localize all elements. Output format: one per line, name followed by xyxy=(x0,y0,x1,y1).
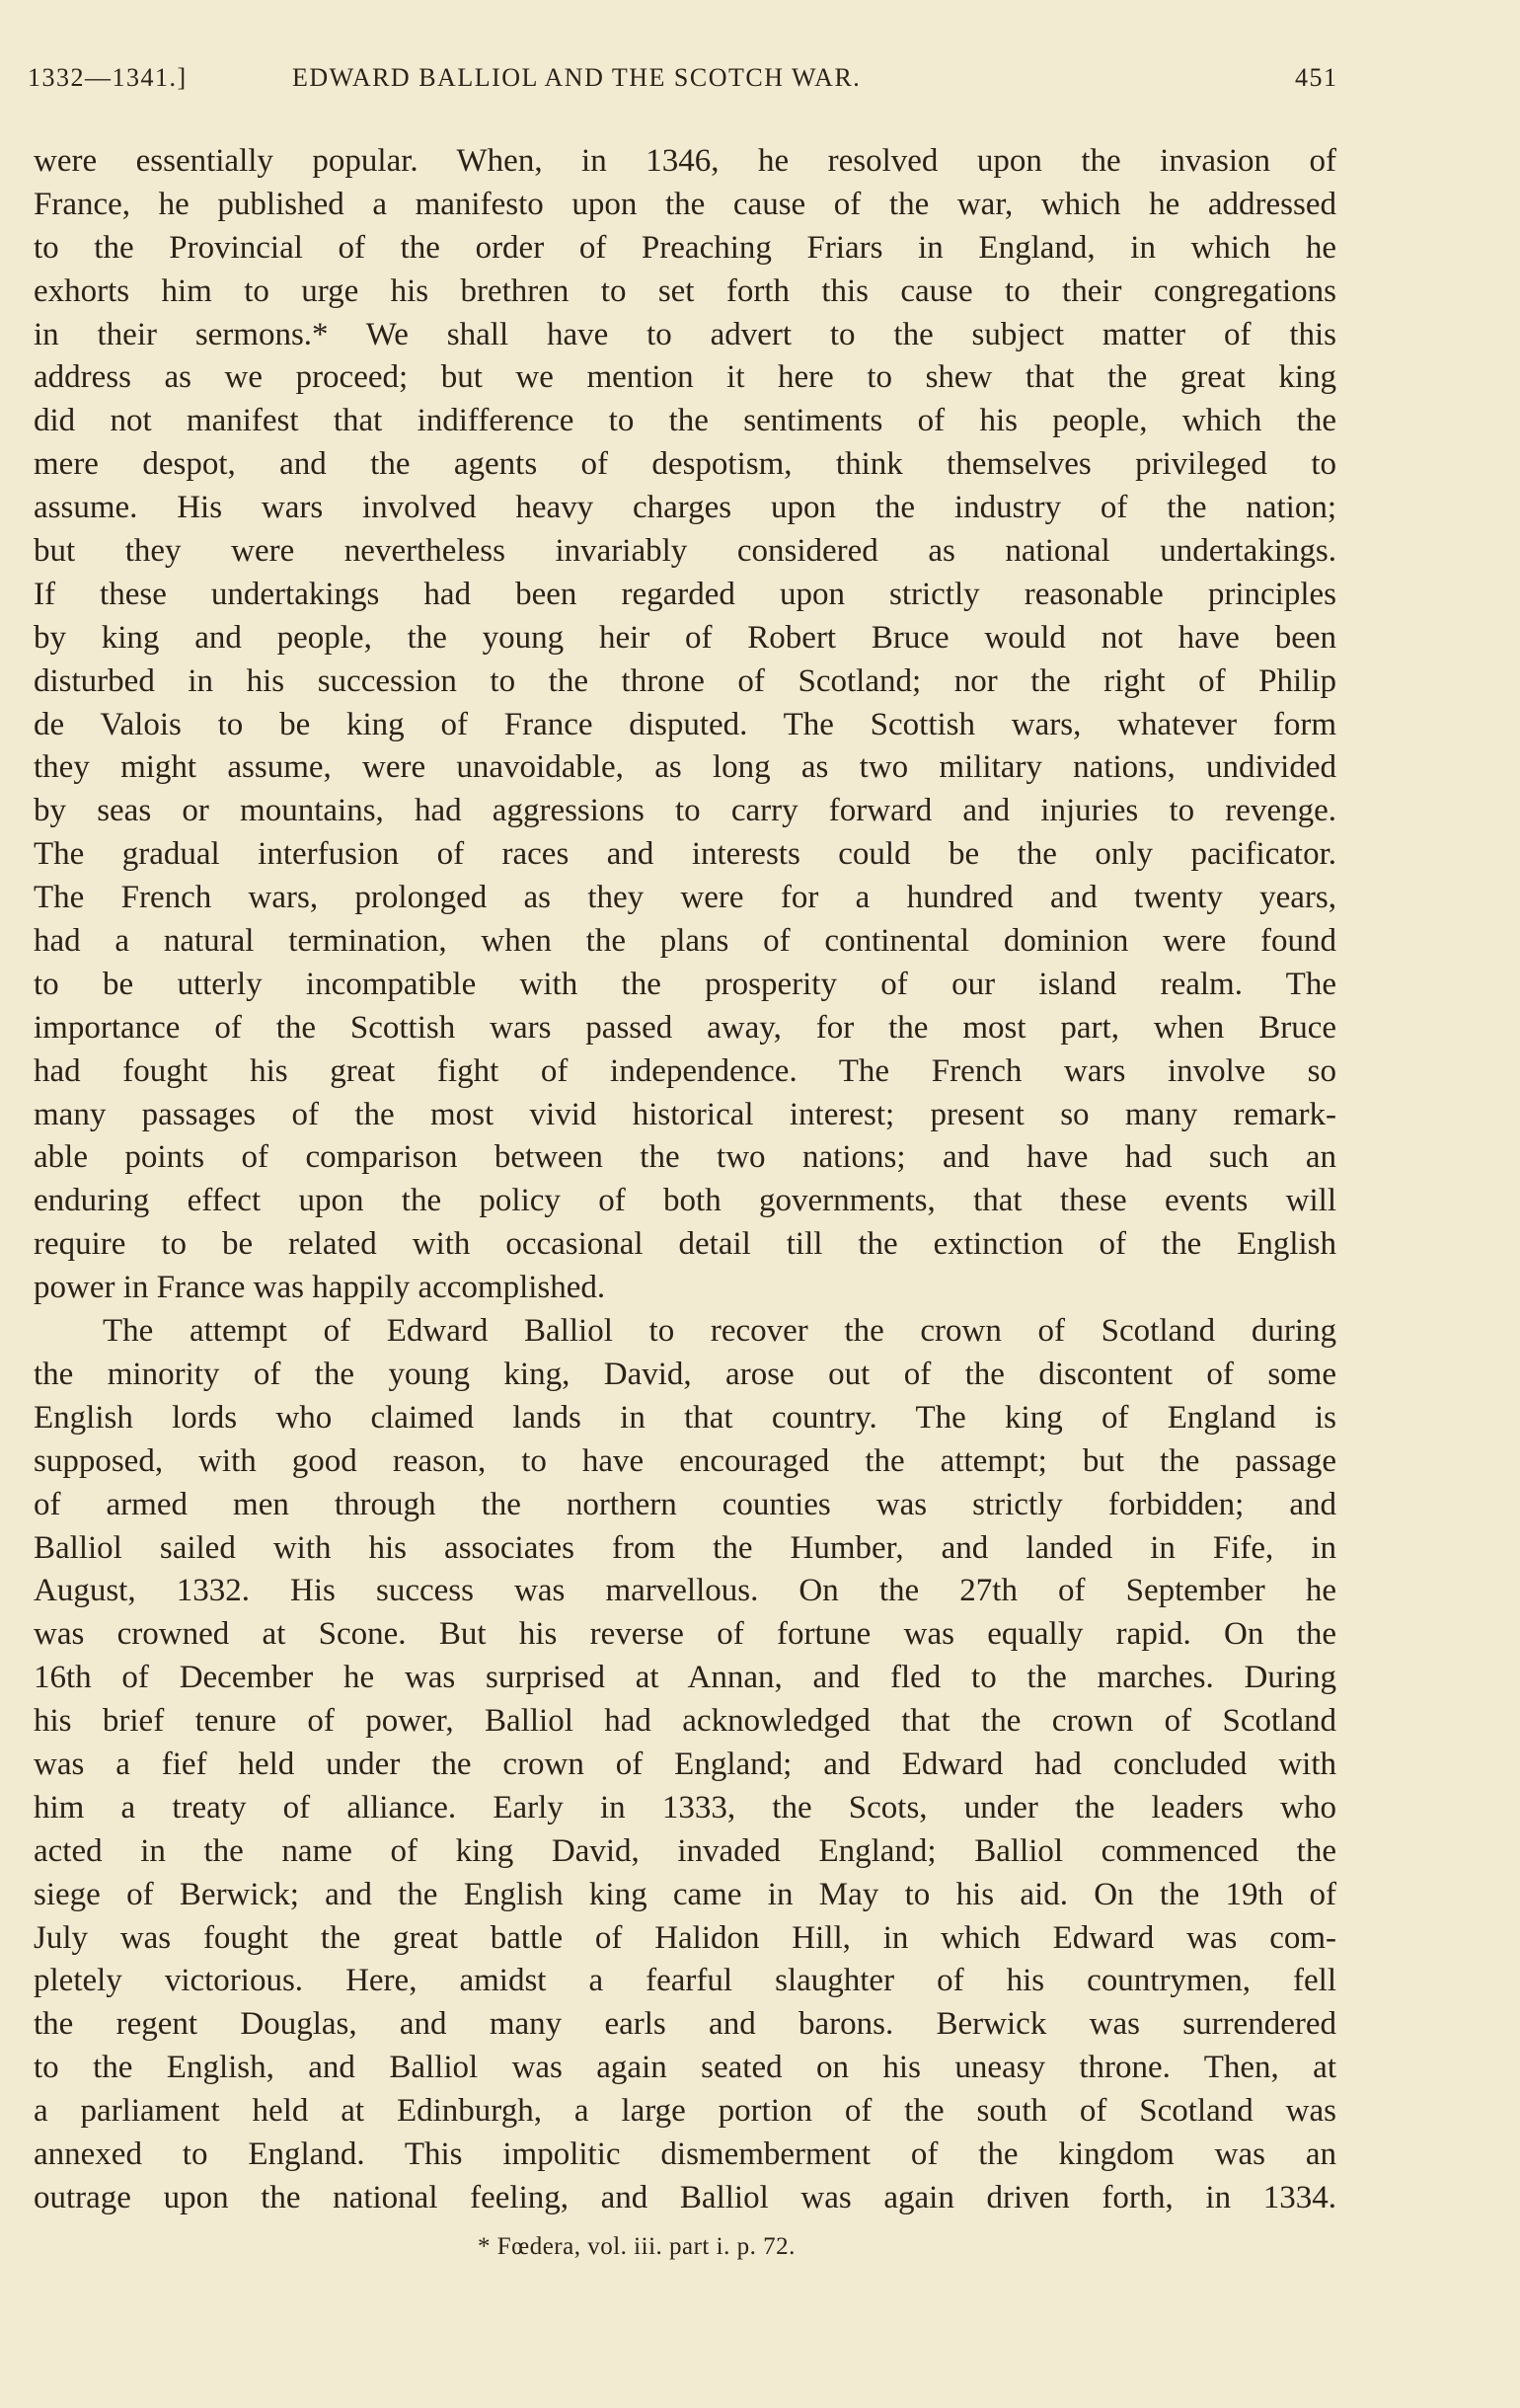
text-line: supposed, with good reason, to have encouraged the attempt; but the passage xyxy=(34,1442,1336,1479)
text-line: the regent Douglas, and many earls and barons. Berwick was surrendered xyxy=(34,2006,1336,2043)
text-line: him a treaty of alliance. Early in 1333, the Scots, under the leaders who xyxy=(34,1789,1336,1825)
text-line: July was fought the great battle of Halidon Hill, in which Edward was com- xyxy=(34,1919,1336,1956)
text-line: did not manifest that indifference to the sentiments of his people, which the xyxy=(34,403,1336,439)
text-line: were essentially popular. When, in 1346, he resolved upon the invasion of xyxy=(34,143,1336,179)
text-line: 16th of December he was surprised at Annan, and fled to the marches. During xyxy=(34,1660,1336,1696)
text-line: in their sermons.* We shall have to advert to the subject matter of this xyxy=(34,316,1336,352)
body-text xyxy=(34,140,1336,2220)
text-line: de Valois to be king of France disputed. The Scottish wars, whatever form xyxy=(34,706,1336,742)
text-line: by seas or mountains, had aggressions to carry forward and injuries to revenge. xyxy=(34,793,1336,829)
text-line: able points of comparison between the two nations; and have had such an xyxy=(34,1139,1336,1176)
footnote: * Fœdera, vol. iii. part i. p. 72. xyxy=(478,2233,796,2260)
header-page-number: 451 xyxy=(1295,63,1338,92)
text-line: assume. His wars involved heavy charges upon the industry of the nation; xyxy=(34,490,1336,526)
text-line: had fought his great fight of independence. The French wars involve so xyxy=(34,1052,1336,1089)
running-head xyxy=(28,63,1421,103)
text-line: many passages of the most vivid historical interest; present so many remark- xyxy=(34,1096,1336,1132)
paragraph-start-line: The attempt of Edward Balliol to recover the crown of Scotland during xyxy=(103,1313,1336,1350)
text-line: outrage upon the national feeling, and Balliol was again driven forth, in 1334. xyxy=(34,2179,1336,2215)
text-line: the minority of the young king, David, arose out of the discontent of some xyxy=(34,1356,1336,1392)
text-line: to the Provincial of the order of Preaching Friars in England, in which he xyxy=(34,229,1336,266)
text-line: English lords who claimed lands in that country. The king of England is xyxy=(34,1399,1336,1436)
text-line: a parliament held at Edinburgh, a large portion of the south of Scotland was xyxy=(34,2093,1336,2130)
text-line: acted in the name of king David, invaded England; Balliol commenced the xyxy=(34,1832,1336,1869)
text-line: had a natural termination, when the plans of continental dominion were found xyxy=(34,923,1336,960)
text-line: pletely victorious. Here, amidst a fearful slaughter of his countrymen, fell xyxy=(34,1963,1336,1999)
text-line: exhorts him to urge his brethren to set forth this cause to their congregations xyxy=(34,272,1336,309)
text-line: The French wars, prolonged as they were for a hundred and twenty years, xyxy=(34,880,1336,916)
text-line: his brief tenure of power, Balliol had acknowledged that the crown of Scotland xyxy=(34,1703,1336,1740)
text-line: If these undertakings had been regarded upon strictly reasonable principles xyxy=(34,576,1336,612)
text-line: was crowned at Scone. But his reverse of fortune was equally rapid. On the xyxy=(34,1616,1336,1653)
text-line: require to be related with occasional detail till the extinction of the English xyxy=(34,1226,1336,1263)
text-line: of armed men through the northern counties was strictly forbidden; and xyxy=(34,1486,1336,1522)
text-line: August, 1332. His success was marvellous. On the 27th of September he xyxy=(34,1573,1336,1609)
text-line: Balliol sailed with his associates from the Humber, and landed in Fife, in xyxy=(34,1529,1336,1566)
text-line: annexed to England. This impolitic dismemberment of the kingdom was an xyxy=(34,2136,1336,2172)
text-line: to be utterly incompatible with the prosperity of our island realm. The xyxy=(34,966,1336,1002)
header-date-range: 1332—1341.] xyxy=(28,63,188,92)
text-line: siege of Berwick; and the English king came in May to his aid. On the 19th of xyxy=(34,1876,1336,1912)
text-line: they might assume, were unavoidable, as long as two military nations, undivided xyxy=(34,749,1336,786)
text-line: importance of the Scottish wars passed away, for the most part, when Bruce xyxy=(34,1009,1336,1046)
text-line: The gradual interfusion of races and interests could be the only pacificator. xyxy=(34,836,1336,873)
paragraph-end-line: power in France was happily accomplished. xyxy=(34,1270,606,1306)
text-line: address as we proceed; but we mention it here to shew that the great king xyxy=(34,359,1336,396)
text-line: enduring effect upon the policy of both governments, that these events will xyxy=(34,1183,1336,1219)
text-line: to the English, and Balliol was again seated on his uneasy throne. Then, at xyxy=(34,2050,1336,2086)
text-line: was a fief held under the crown of England; and Edward had concluded with xyxy=(34,1746,1336,1782)
text-line: but they were nevertheless invariably considered as national undertakings. xyxy=(34,533,1336,570)
header-chapter-title: EDWARD BALLIOL AND THE SCOTCH WAR. xyxy=(292,63,862,92)
text-line: by king and people, the young heir of Robert Bruce would not have been xyxy=(34,619,1336,656)
text-line: disturbed in his succession to the throne of Scotland; nor the right of Philip xyxy=(34,662,1336,699)
text-line: mere despot, and the agents of despotism, think themselves privileged to xyxy=(34,446,1336,483)
text-line: France, he published a manifesto upon the cause of the war, which he addressed xyxy=(34,186,1336,222)
